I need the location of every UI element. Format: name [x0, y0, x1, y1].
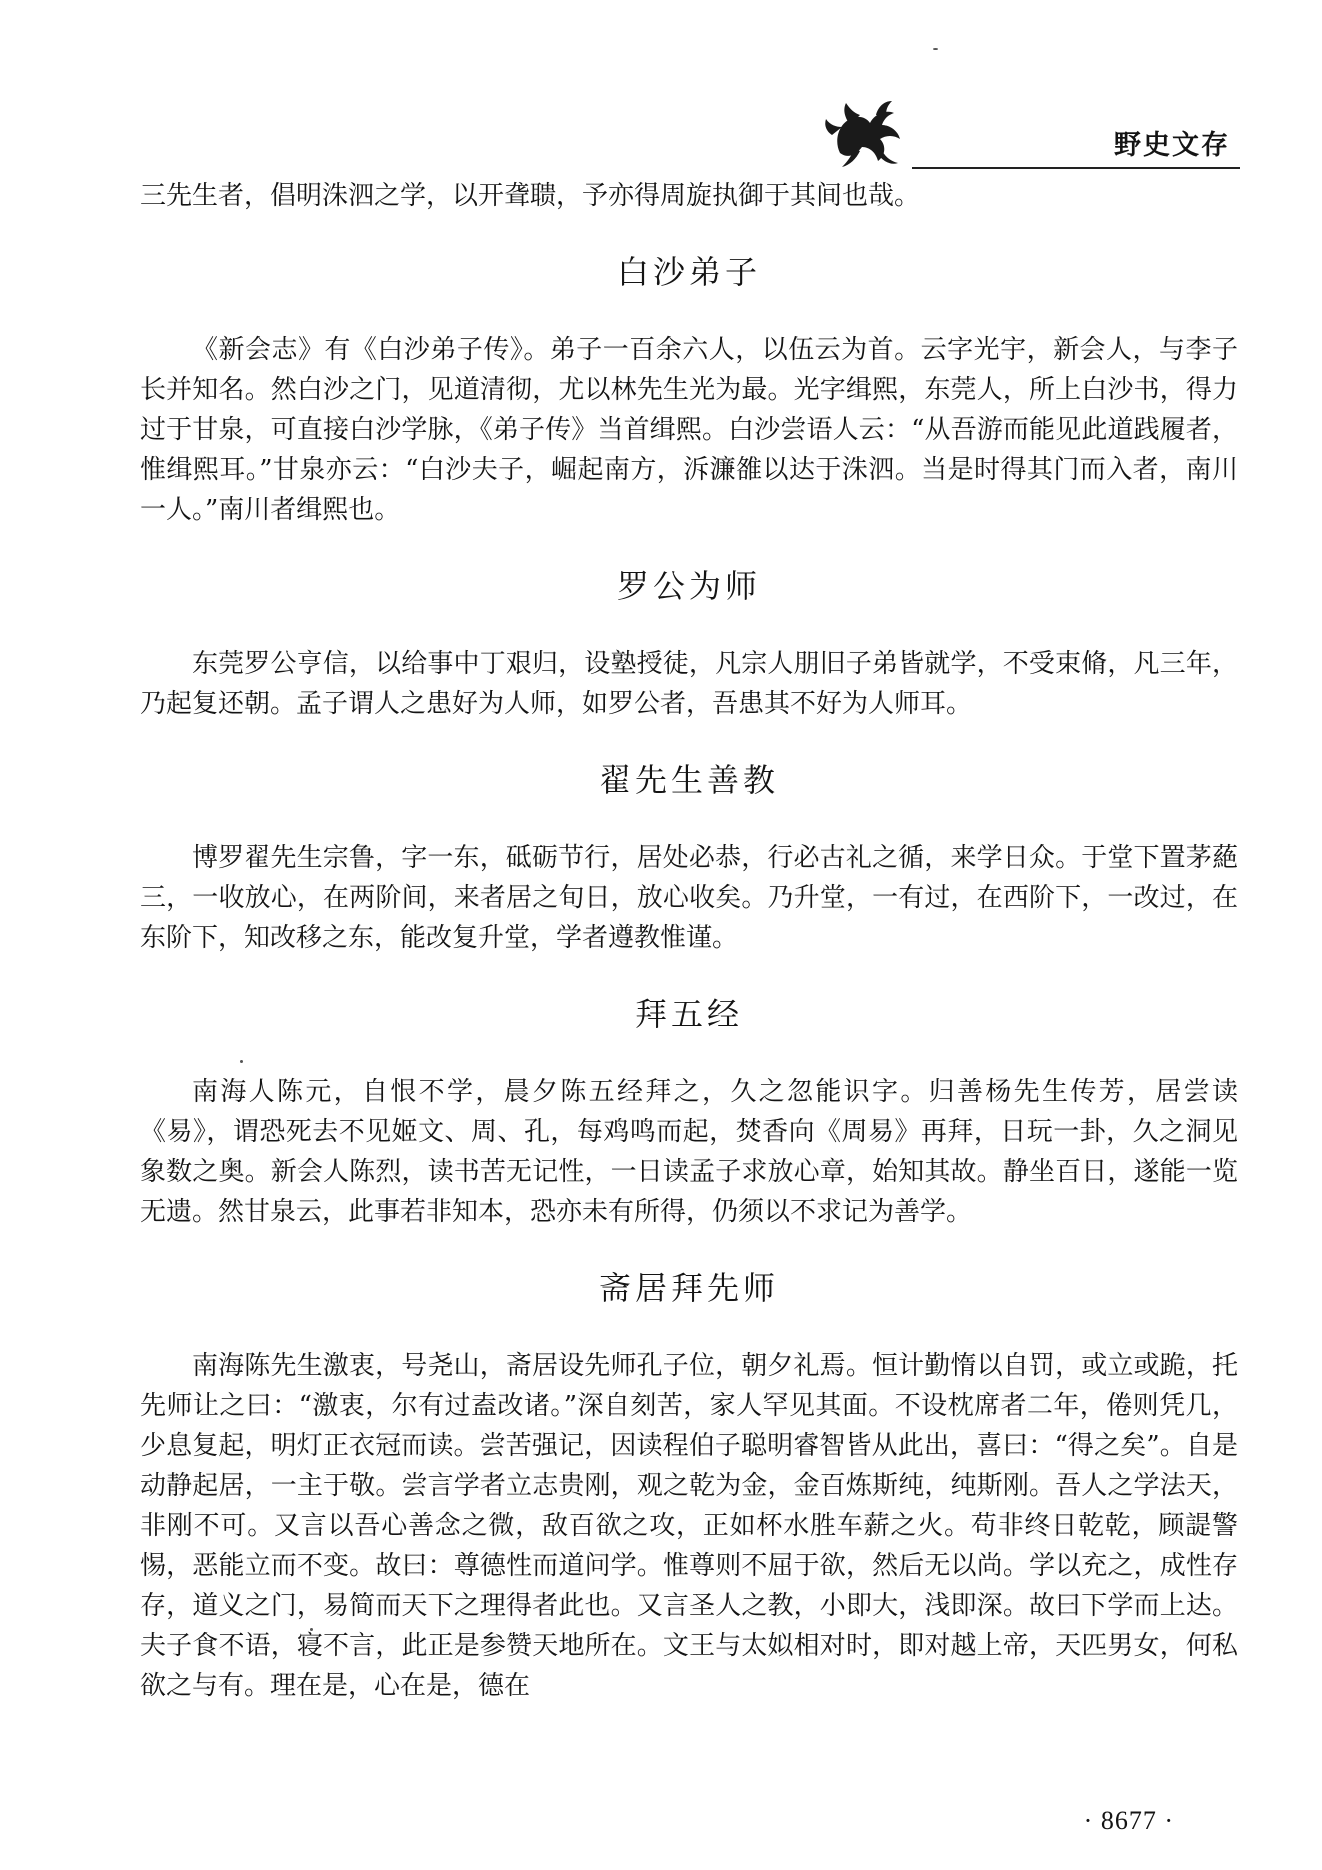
header-rule	[912, 167, 1240, 169]
running-header-title: 野史文存	[1114, 130, 1230, 161]
running-header	[780, 95, 1240, 175]
scan-speck	[310, 1628, 313, 1631]
body-paragraph: 南海人陈元，自恨不学，晨夕陈五经拜之，久之忽能识字。归善杨先生传芳，居尝读《易》，谓恐死去不见姬文、周、孔，每鸡鸣而起，焚香向《周易》再拜，日玩一卦，久之洞见象数之奥。新会人陈烈，读书苦无记性，一日读孟子求放心章，始知其故。静坐百日，遂能一览无遗。然甘泉云，此事若非知本，恐亦未有所得，仍须以不求记为善学。	[140, 1077, 1238, 1227]
dragon-emblem-icon	[820, 95, 915, 170]
section-title: 翟先生善教	[598, 761, 779, 799]
section-title: 拜五经	[634, 995, 743, 1033]
section-title: 白沙弟子	[616, 253, 761, 291]
page-body	[140, 176, 1238, 1706]
section-title: 罗公为师	[616, 567, 761, 605]
body-paragraph: 博罗翟先生宗鲁，字一东，砥砺节行，居处必恭，行必古礼之循，来学日众。于堂下置茅蕝三，一收放心，在两阶间，来者居之旬日，放心收矣。乃升堂，一有过，在西阶下，一改过，在东阶下，知改移之东，能改复升堂，学者遵教惟谨。	[140, 843, 1238, 953]
body-paragraph: 东莞罗公亨信，以给事中丁艰归，设塾授徒，凡宗人朋旧子弟皆就学，不受束脩，凡三年，乃起复还朝。孟子谓人之患好为人师，如罗公者，吾患其不好为人师耳。	[140, 649, 1238, 719]
scan-speck	[933, 48, 938, 50]
body-paragraph: 《新会志》有《白沙弟子传》。弟子一百余六人，以伍云为首。云字光宇，新会人，与李子长并知名。然白沙之门，见道清彻，尤以林先生光为最。光字缉熙，东莞人，所上白沙书，得力过于甘泉，可直接白沙学脉，《弟子传》当首缉熙。白沙尝语人云：“从吾游而能见此道践履者，惟缉熙耳。”甘泉亦云：“白沙夫子，崛起南方，泝濂雒以达于洙泗。当是时得其门而入者，南川一人。”南川者缉熙也。	[140, 335, 1238, 525]
page-number: · 8677 ·	[1083, 1806, 1174, 1835]
section-title: 斋居拜先师	[598, 1269, 779, 1307]
scan-speck	[240, 1060, 243, 1063]
body-paragraph: 三先生者，倡明洙泗之学，以开聋聩，予亦得周旋执御于其间也哉。	[140, 181, 921, 211]
body-paragraph: 南海陈先生激衷，号尧山，斋居设先师孔子位，朝夕礼焉。恒计勤惰以自罚，或立或跪，托先师让之曰：“激衷，尔有过盍改诸。”深自刻苦，家人罕见其面。不设枕席者二年，倦则凭几，少息复起，明灯正衣冠而读。尝苦强记，因读程伯子聪明睿智皆从此出，喜曰：“得之矣”。自是动静起居，一主于敬。尝言学者立志贵刚，观之乾为金，金百炼斯纯，纯斯刚。吾人之学法天，非刚不可。又言以吾心善念之微，敌百欲之攻，正如杯水胜车薪之火。苟非终日乾乾，顾諟警惕，恶能立而不变。故曰：尊德性而道问学。惟尊则不屈于欲，然后无以尚。学以充之，成性存存，道义之门，易简而天下之理得者此也。又言圣人之教，小即大，浅即深。故曰下学而上达。夫子食不语，寝不言，此正是参赞天地所在。文王与太姒相对时，即对越上帝，天匹男女，何私欲之与有。理在是，心在是，德在	[140, 1351, 1238, 1701]
